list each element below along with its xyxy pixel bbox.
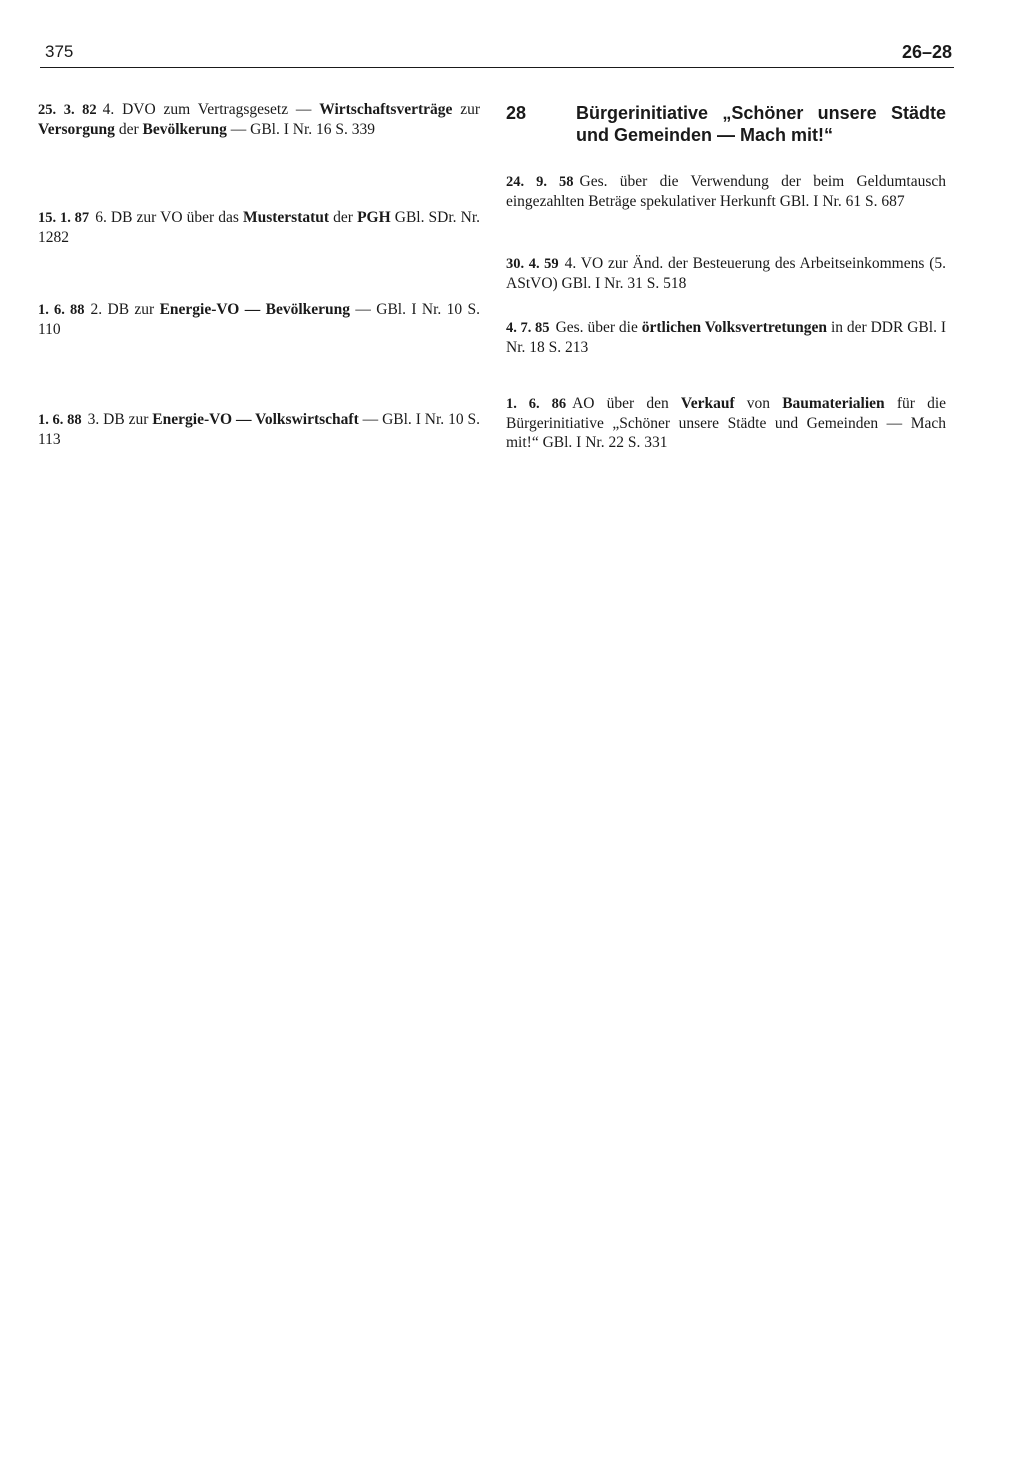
entry-text: zur <box>452 101 480 118</box>
entry-text: der <box>329 209 358 226</box>
entry-keyword: Bevölkerung <box>142 121 227 138</box>
entry-text: 4. VO zur Änd. der Besteuerung des Arbeitseinkommens (5. AStVO) GBl. I Nr. 31 S. 518 <box>506 255 946 292</box>
entry-keyword: Verkauf <box>680 395 735 412</box>
left-entry-2 <box>38 208 480 247</box>
entry-text: AO über den <box>572 395 681 412</box>
page-number: 375 <box>45 42 74 61</box>
entry-text: 4. DVO zum Vertragsgesetz — <box>102 101 320 118</box>
left-entry-1 <box>38 100 480 139</box>
entry-date: 4. 7. 85 <box>506 320 550 336</box>
entry-text: von <box>734 395 783 412</box>
entry-date: 30. 4. 59 <box>506 256 559 272</box>
right-entry-4 <box>506 394 946 452</box>
entry-text: der <box>114 121 143 138</box>
entry-keyword: Versorgung <box>38 121 115 138</box>
entry-keyword: Energie-VO — Bevölkerung <box>159 301 350 318</box>
entry-text: 2. DB zur <box>90 301 160 318</box>
left-entry-3 <box>38 300 480 339</box>
section-range-label: 26–28 <box>901 42 952 62</box>
right-entry-3 <box>506 318 946 357</box>
entry-text: GBl. SDr. Nr. 1282 <box>38 209 481 246</box>
right-entry-2 <box>506 254 946 293</box>
entry-keyword: PGH <box>357 209 391 226</box>
entry-text: Ges. über die <box>555 319 642 336</box>
entry-date: 1. 6. 86 <box>506 396 567 412</box>
left-entry-4 <box>38 410 480 449</box>
entry-text: 6. DB zur VO über das <box>95 209 243 226</box>
entry-keyword: örtlichen Volksvertretungen <box>641 319 828 336</box>
entry-date: 1. 6. 88 <box>38 302 85 318</box>
entry-text: — GBl. I Nr. 16 S. 339 <box>226 121 376 138</box>
right-entry-1 <box>506 172 946 211</box>
entry-date: 24. 9. 58 <box>506 174 574 190</box>
entry-text: 3. DB zur <box>87 411 153 428</box>
entry-date: 1. 6. 88 <box>38 412 82 428</box>
section-number: 28 <box>506 103 527 123</box>
entry-date: 25. 3. 82 <box>38 102 97 118</box>
entry-keyword: Wirtschaftsverträge <box>319 101 453 118</box>
entry-text: — GBl. I Nr. 10 S. 113 <box>38 411 481 448</box>
entry-keyword: Baumaterialien <box>782 395 885 412</box>
entry-text: Ges. über die Verwendung der beim Geldumtausch eingezahlten Beträge spekulativer Herkunft GBl. I Nr. 61 S. 687 <box>506 173 946 210</box>
entry-keyword: Energie-VO — Volkswirtschaft <box>152 411 359 428</box>
header-rule <box>40 67 954 68</box>
entry-text: in der DDR GBl. I Nr. 18 S. 213 <box>506 319 947 356</box>
entry-text: für die Bürgerinitiative „Schöner unsere Städte und Gemeinden — Mach mit!“ GBl. I Nr. 22 S. 331 <box>506 395 947 451</box>
entry-text: — GBl. I Nr. 10 S. 110 <box>38 301 481 338</box>
section-title: Bürgerinitiative „Schöner unsere Städte und Gemeinden — Mach mit!“ <box>576 103 946 145</box>
entry-date: 15. 1. 87 <box>38 210 90 226</box>
entry-keyword: Musterstatut <box>242 209 330 226</box>
